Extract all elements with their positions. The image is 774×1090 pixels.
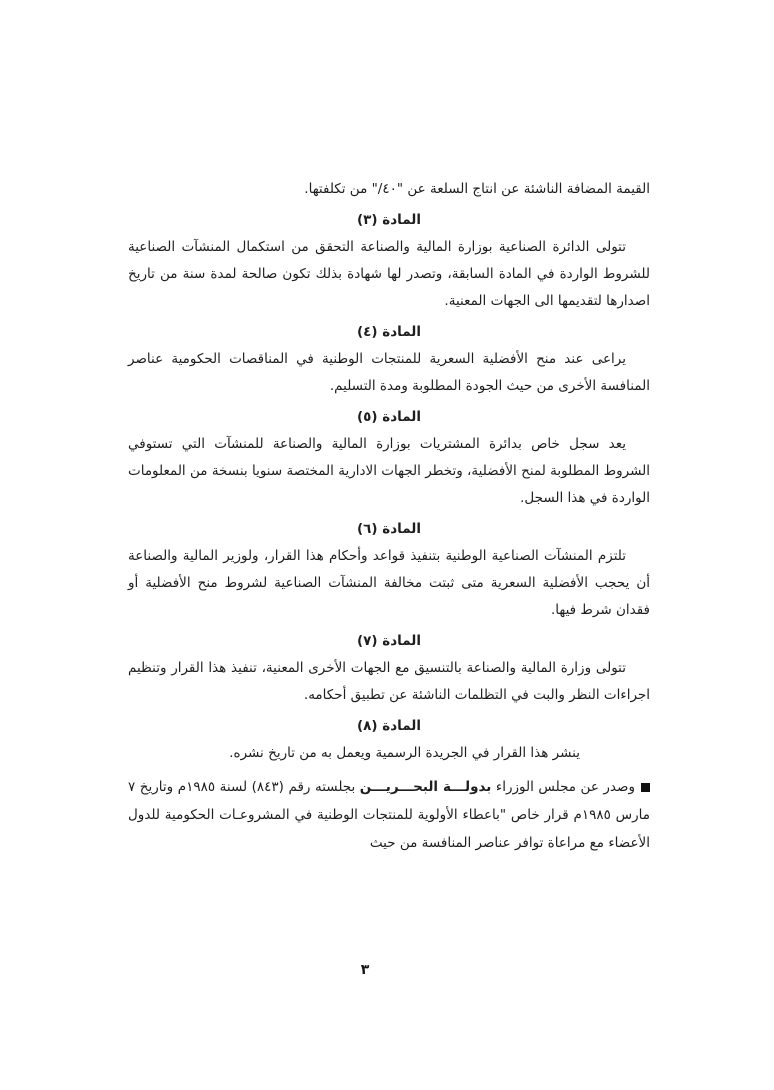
document-text-block <box>128 176 650 857</box>
article-7-body: تتولى وزارة المالية والصناعة بالتنسيق مع الجهات الأخرى المعنية، تنفيذ هذا القرار وتنظيم اجراءات النظر والبت في التظلمات الناشئة عن تطبيق أحكامه. <box>128 660 650 703</box>
article-6-heading: المادة (٦) <box>356 521 421 537</box>
article-8-body: ينشر هذا القرار في الجريدة الرسمية ويعمل به من تاريخ نشره. <box>229 745 580 761</box>
article-5-body: يعد سجل خاص بدائرة المشتريات بوزارة المالية والصناعة للمنشآت التي تستوفي الشروط المطلوبة لمنح الأفضلية، وتخطر الجهات الادارية المختصة سنويا بنسخة من المعلومات الواردة في هذا السجل. <box>128 436 650 506</box>
issuance-note-state-name: بدولـــة البحـــريـــن <box>359 779 492 795</box>
continuation-paragraph: القيمة المضافة الناشئة عن انتاج السلعة عن "٤٠/" من تكلفتها. <box>304 181 650 197</box>
issuance-note-paragraph <box>128 773 650 857</box>
issuance-note-text-after: بجلسته رقم (٨٤٣) لسنة ١٩٨٥م وتاريخ ٧ مارس ١٩٨٥م قرار خاص "باعطاء الأولوية للمنتجات الوطنية في المشروعـات الحكومية للدول الأعضاء مع مراعاة توافر عناصر المنافسة من حيث <box>128 779 651 851</box>
article-3-heading: المادة (٣) <box>356 212 421 228</box>
article-3-body: تتولى الدائرة الصناعية بوزارة المالية والصناعة التحقق من استكمال المنشآت الصناعية للشروط الواردة في المادة السابقة، وتصدر لها شهادة بذلك تكون صالحة لمدة سنة من تاريخ اصدارها لتقديمها الى الجهات المعنية. <box>128 239 650 309</box>
article-5-heading: المادة (٥) <box>356 409 421 425</box>
square-bullet-icon <box>641 783 650 792</box>
article-4-body: يراعى عند منح الأفضلية السعرية للمنتجات الوطنية في المناقصات الحكومية عناصر المنافسة الأخرى من حيث الجودة المطلوبة ومدة التسليم. <box>128 351 650 394</box>
article-6-body: تلتزم المنشآت الصناعية الوطنية بتنفيذ قواعد وأحكام هذا القرار، ولوزير المالية والصناعة أن يحجب الأفضلية السعرية متى ثبتت مخالفة المنشآت الصناعية لشروط منح الأفضلية أو فقدان شرط فيها. <box>128 548 650 618</box>
article-8-heading: المادة (٨) <box>356 718 421 734</box>
issuance-note-text-before: وصدر عن مجلس الوزراء <box>491 779 635 795</box>
page-number: ٣ <box>360 962 370 978</box>
article-7-heading: المادة (٧) <box>356 633 421 649</box>
article-4-heading: المادة (٤) <box>356 324 421 340</box>
